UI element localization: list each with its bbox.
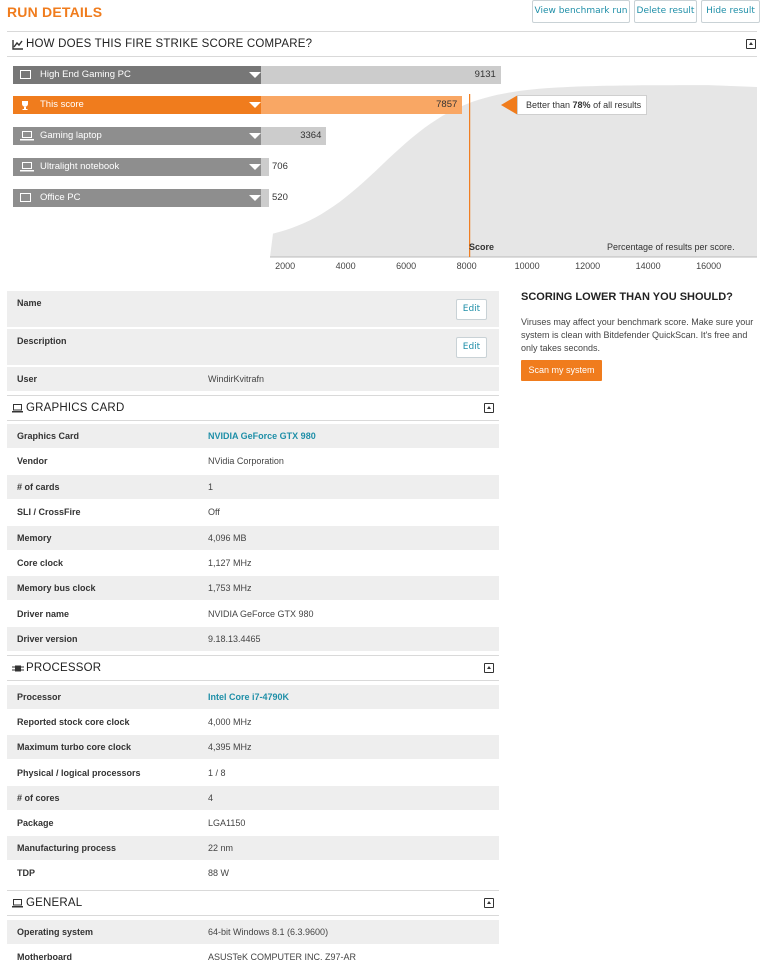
axis-note: Percentage of results per score. bbox=[607, 242, 735, 252]
bar-ultralight-notebook bbox=[261, 158, 269, 176]
x-tick-label: 4000 bbox=[335, 261, 356, 271]
score-comparison-chart bbox=[7, 59, 757, 277]
category-office-pc[interactable] bbox=[13, 189, 267, 207]
table-row bbox=[7, 735, 499, 760]
table-row bbox=[7, 627, 499, 652]
row-value: 4 bbox=[208, 792, 214, 803]
row-value: 4,395 MHz bbox=[208, 742, 252, 753]
compare-section-header bbox=[7, 31, 757, 57]
laptop-icon bbox=[20, 162, 34, 172]
row-key: Reported stock core clock bbox=[17, 717, 130, 728]
laptop-icon bbox=[12, 404, 23, 413]
category-this-score[interactable] bbox=[13, 96, 267, 114]
row-key: Memory bbox=[17, 532, 52, 543]
table-row bbox=[7, 602, 499, 627]
bar-office-pc bbox=[261, 189, 269, 207]
row-value[interactable]: NVIDIA GeForce GTX 980 bbox=[208, 431, 316, 441]
bar-this-score: 7857 bbox=[261, 96, 462, 114]
row-value: 9.18.13.4465 bbox=[208, 634, 261, 645]
category-gaming-laptop[interactable] bbox=[13, 127, 267, 145]
trophy-icon bbox=[20, 100, 30, 111]
compare-title: HOW DOES THIS FIRE STRIKE SCORE COMPARE? bbox=[26, 38, 313, 50]
tooltip-percent: 78% bbox=[572, 100, 591, 110]
collapse-icon[interactable] bbox=[484, 403, 494, 413]
tooltip-prefix: Better than bbox=[526, 100, 571, 110]
table-row bbox=[7, 526, 499, 551]
detail-row-name bbox=[7, 291, 499, 328]
bar-gaming-laptop: 3364 bbox=[261, 127, 326, 145]
table-row bbox=[7, 424, 499, 449]
desktop-icon bbox=[20, 70, 32, 80]
laptop-icon bbox=[20, 131, 34, 141]
page-title: RUN DETAILS bbox=[7, 4, 103, 20]
row-value: 64-bit Windows 8.1 (6.3.9600) bbox=[208, 927, 329, 937]
x-tick-label: 12000 bbox=[575, 261, 601, 271]
table-row bbox=[7, 811, 499, 836]
row-value: WindirKvitrafn bbox=[208, 374, 265, 384]
edit-description-button[interactable]: Edit bbox=[456, 337, 487, 358]
category-label: Ultralight notebook bbox=[40, 161, 120, 172]
row-key: Graphics Card bbox=[17, 431, 80, 441]
chevron-down-icon[interactable] bbox=[249, 195, 261, 201]
sidebar-text: Viruses may affect your benchmark score. Make sure your system is clean with Bitdefender QuickScan. It's free and only takes seconds. bbox=[521, 317, 754, 353]
table-row bbox=[7, 475, 499, 500]
category-label: This score bbox=[40, 99, 84, 110]
tooltip-arrow bbox=[501, 95, 518, 115]
row-key: SLI / CrossFire bbox=[17, 507, 81, 518]
row-key: Vendor bbox=[17, 456, 48, 467]
category-label: Office PC bbox=[40, 192, 81, 203]
row-key: # of cards bbox=[17, 481, 60, 492]
axis-score-label: Score bbox=[469, 242, 495, 252]
cpu-icon bbox=[12, 664, 24, 673]
row-value: 88 W bbox=[208, 868, 230, 879]
row-key: Memory bus clock bbox=[17, 583, 96, 594]
row-value: 4,096 MB bbox=[208, 532, 247, 543]
row-value: 1,127 MHz bbox=[208, 558, 252, 568]
laptop-icon bbox=[12, 899, 23, 908]
row-key: Physical / logical processors bbox=[17, 767, 141, 778]
row-key: User bbox=[17, 374, 38, 384]
row-value: 4,000 MHz bbox=[208, 717, 252, 728]
row-key: Driver version bbox=[17, 634, 78, 645]
table-row bbox=[7, 449, 499, 474]
graphics-title: GRAPHICS CARD bbox=[26, 402, 125, 414]
row-key: Manufacturing process bbox=[17, 843, 117, 854]
row-value: LGA1150 bbox=[208, 818, 246, 828]
tooltip-suffix: of all results bbox=[593, 100, 642, 110]
table-row bbox=[7, 945, 499, 970]
x-tick-label: 8000 bbox=[456, 261, 477, 271]
collapse-icon[interactable] bbox=[484, 898, 494, 908]
category-label: Gaming laptop bbox=[40, 130, 102, 141]
row-key: Processor bbox=[17, 692, 62, 702]
table-row bbox=[7, 710, 499, 735]
table-row bbox=[7, 685, 499, 710]
table-row bbox=[7, 786, 499, 811]
bar-label-office-pc: 520 bbox=[272, 192, 288, 203]
row-value: 1 / 8 bbox=[208, 767, 226, 778]
table-row bbox=[7, 920, 499, 945]
row-key: TDP bbox=[17, 868, 35, 879]
table-row bbox=[7, 576, 499, 601]
percentile-tooltip bbox=[517, 95, 647, 115]
x-tick-label: 14000 bbox=[635, 261, 661, 271]
row-key: Core clock bbox=[17, 558, 64, 568]
general-title: GENERAL bbox=[26, 897, 83, 909]
scan-my-system-button[interactable]: Scan my system bbox=[521, 360, 602, 381]
category-ultralight-notebook[interactable] bbox=[13, 158, 267, 176]
processor-section-header bbox=[7, 655, 499, 681]
table-row bbox=[7, 761, 499, 786]
row-key: Name bbox=[17, 298, 42, 308]
x-tick-label: 6000 bbox=[396, 261, 417, 271]
sidebar-title: SCORING LOWER THAN YOU SHOULD? bbox=[521, 291, 733, 303]
x-tick-label: 16000 bbox=[696, 261, 722, 271]
processor-title: PROCESSOR bbox=[26, 662, 102, 674]
collapse-icon[interactable] bbox=[484, 663, 494, 673]
row-value: NVidia Corporation bbox=[208, 456, 284, 467]
row-value[interactable]: Intel Core i7-4790K bbox=[208, 692, 290, 702]
x-tick-label: 10000 bbox=[514, 261, 540, 271]
chevron-down-icon[interactable] bbox=[249, 164, 261, 170]
chevron-down-icon[interactable] bbox=[249, 133, 261, 139]
table-row bbox=[7, 836, 499, 861]
row-key: Description bbox=[17, 336, 67, 346]
row-value: 1 bbox=[208, 481, 214, 492]
detail-row-description bbox=[7, 329, 499, 366]
row-key: Driver name bbox=[17, 608, 70, 619]
graphics-section-header bbox=[7, 395, 499, 421]
row-value: Off bbox=[208, 507, 220, 518]
row-key: Operating system bbox=[17, 927, 94, 937]
collapse-icon[interactable] bbox=[746, 39, 756, 49]
chevron-down-icon[interactable] bbox=[249, 72, 261, 78]
general-section-header bbox=[7, 890, 499, 916]
row-value: NVIDIA GeForce GTX 980 bbox=[208, 608, 314, 619]
category-high-end-gaming-pc[interactable] bbox=[13, 66, 267, 84]
view-benchmark-run-button[interactable]: View benchmark run bbox=[532, 0, 630, 23]
row-key: # of cores bbox=[17, 792, 60, 803]
x-tick-label: 2000 bbox=[275, 261, 296, 271]
row-key: Package bbox=[17, 818, 54, 828]
row-key: Maximum turbo core clock bbox=[17, 742, 132, 753]
bar-high-end-gaming-pc: 9131 bbox=[261, 66, 501, 84]
row-value: 1,753 MHz bbox=[208, 583, 252, 594]
bar-label-ultralight-notebook: 706 bbox=[272, 161, 288, 172]
desktop-icon bbox=[20, 193, 32, 203]
row-key: Motherboard bbox=[17, 952, 72, 962]
row-value: 22 nm bbox=[208, 843, 234, 854]
line-chart-icon bbox=[12, 40, 23, 50]
detail-row-user bbox=[7, 367, 499, 392]
table-row bbox=[7, 500, 499, 525]
hide-result-button[interactable]: Hide result bbox=[701, 0, 760, 23]
delete-result-button[interactable]: Delete result bbox=[634, 0, 697, 23]
table-row bbox=[7, 551, 499, 576]
category-label: High End Gaming PC bbox=[40, 69, 131, 80]
table-row bbox=[7, 861, 499, 886]
chevron-down-icon[interactable] bbox=[249, 102, 261, 108]
edit-name-button[interactable]: Edit bbox=[456, 299, 487, 320]
row-value: ASUSTeK COMPUTER INC. Z97-AR bbox=[208, 952, 357, 962]
